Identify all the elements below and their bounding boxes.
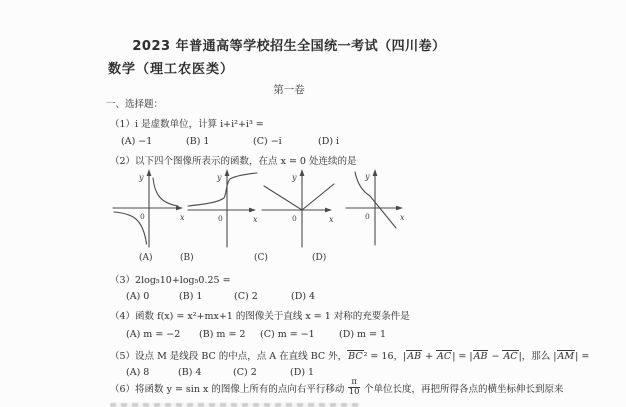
q5-text-part: | = | xyxy=(452,351,473,362)
vector-ab: AB xyxy=(473,351,488,362)
graph-caption-c: (C) xyxy=(254,253,268,263)
y-axis-label: y xyxy=(292,173,297,182)
q6-text-before: （6）将函数 y = sin x 的图像上所有的点向右平行移动 xyxy=(110,383,345,395)
y-axis-arrow xyxy=(225,169,230,176)
question-1-text: （1）i 是虚数单位，计算 i+i²+i³ = xyxy=(110,119,264,130)
origin-label: 0 xyxy=(292,214,297,223)
q6-text-after: 个单位长度，再把所得各点的横坐标伸长到原来 xyxy=(363,383,564,395)
vector-bc: BC xyxy=(348,351,363,362)
option-b: (B) m = 2 xyxy=(199,329,246,340)
question-5-text xyxy=(110,348,589,362)
y-axis-arrow xyxy=(147,169,152,176)
vector-ac: AC xyxy=(503,351,518,362)
question-2-text: （2）以下四个图像所表示的函数，在点 x = 0 处连续的是 xyxy=(110,156,357,167)
s-curve-path xyxy=(188,173,257,206)
option-c: (C) 2 xyxy=(234,291,258,302)
vector-ac: AC xyxy=(437,351,452,362)
x-axis-label: x xyxy=(400,213,405,222)
option-c: (C) −i xyxy=(253,136,282,147)
y-axis-arrow xyxy=(300,169,305,176)
option-b: (B) 4 xyxy=(178,367,202,378)
y-axis-label: y xyxy=(139,173,144,182)
question-4-options xyxy=(0,329,626,342)
graph-caption-a: (A) xyxy=(139,253,153,263)
graph-caption-b: (B) xyxy=(180,253,194,263)
option-a: (A) m = −2 xyxy=(126,329,181,340)
subject-heading: 数学（理工农医类） xyxy=(108,62,235,77)
option-b: (B) 1 xyxy=(179,291,203,302)
origin-label: 0 xyxy=(140,212,145,221)
option-c: (C) m = −1 xyxy=(260,329,315,340)
option-d: (D) i xyxy=(318,136,340,147)
curve-line-graph xyxy=(330,166,422,254)
option-a: (A) −1 xyxy=(121,136,153,147)
vector-am: AM xyxy=(557,351,575,362)
option-c: (C) 2 xyxy=(233,367,257,378)
q5-text-part: | = xyxy=(575,351,590,362)
page-title: 2023 年普通高等学校招生全国统一考试（四川卷） xyxy=(132,39,446,54)
part-heading: 一、选择题： xyxy=(106,99,164,110)
v-shape-path xyxy=(264,184,334,210)
option-d: (D) m = 1 xyxy=(339,329,387,340)
y-axis-label: y xyxy=(217,173,222,182)
pi-over-ten-fraction xyxy=(348,378,360,398)
fraction-numerator: π xyxy=(348,378,360,388)
question-3-text: （3）2log₅10+log₅0.25 = xyxy=(110,275,231,286)
x-axis-label: x xyxy=(180,213,185,222)
graph-caption-d: (D) xyxy=(312,253,327,263)
x-axis-label: x xyxy=(329,215,334,224)
q5-text-part: （5）设点 M 是线段 BC 的中点，点 A 在直线 BC 外， xyxy=(110,351,348,362)
q5-text-part: + xyxy=(422,351,437,362)
q5-text-part: − xyxy=(488,351,503,362)
y-axis-label: y xyxy=(365,172,370,181)
origin-label: 0 xyxy=(365,212,370,221)
question-3-options xyxy=(0,291,626,304)
fraction-denominator: 10 xyxy=(348,387,360,398)
option-a: (A) 0 xyxy=(126,291,150,302)
q5-text-part: |，那么 | xyxy=(518,351,557,362)
option-b: (B) 1 xyxy=(186,136,210,147)
q5-text-part: ² = 16，| xyxy=(363,351,407,362)
graph-option-d-figure xyxy=(330,166,422,258)
option-d: (D) 4 xyxy=(291,291,316,302)
section-heading: 第一卷 xyxy=(273,84,305,96)
option-a: (A) 8 xyxy=(126,367,150,378)
question-1-options xyxy=(0,136,626,149)
x-axis-arrow xyxy=(249,208,256,213)
option-d: (D) 1 xyxy=(290,367,315,378)
origin-label: 0 xyxy=(218,214,223,223)
hyperbola-upper-branch xyxy=(153,178,178,206)
x-axis-arrow xyxy=(396,206,403,211)
x-axis-label: x xyxy=(253,215,258,224)
question-6-text xyxy=(110,378,563,398)
vector-ab: AB xyxy=(407,351,422,362)
cutoff-text-line xyxy=(110,403,360,407)
y-axis-arrow xyxy=(373,169,378,176)
question-4-text: （4）函数 f(x) = x²+mx+1 的图像关于直线 x = 1 对称的充要条件是 xyxy=(110,311,410,322)
